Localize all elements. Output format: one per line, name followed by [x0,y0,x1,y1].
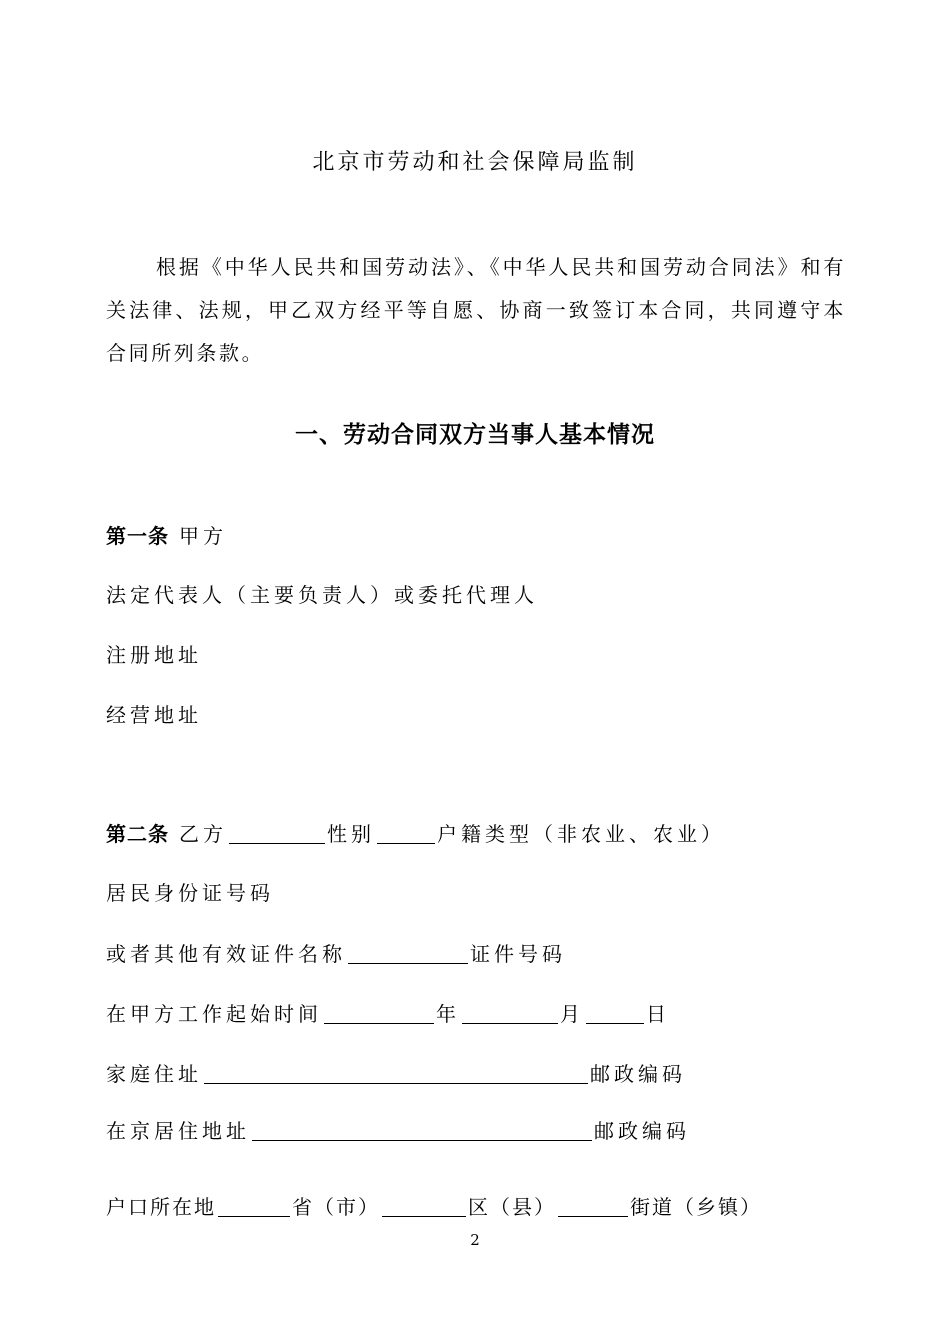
page-number: 2 [470,1231,480,1249]
other-id-name-label: 或者其他有效证件名称 [106,942,346,966]
day-label: 日 [646,1002,670,1026]
gender-blank[interactable] [377,823,435,844]
article2-heading [106,823,725,844]
street-label: 街道（乡镇） [630,1195,762,1219]
beijing-address-label: 在京居住地址 [106,1119,250,1143]
home-address-label: 家庭住址 [106,1062,202,1086]
hukou-location-line [106,1196,762,1217]
year-blank[interactable] [324,1003,434,1024]
article1-heading [106,526,227,546]
month-label: 月 [560,1002,584,1026]
province-blank[interactable] [218,1196,290,1217]
district-blank[interactable] [382,1196,466,1217]
province-label: 省（市） [292,1195,380,1219]
article1-label: 第一条 [106,524,169,548]
hukou-location-label: 户口所在地 [106,1195,216,1219]
article1-business-address: 经营地址 [106,703,202,727]
day-blank[interactable] [586,1003,644,1024]
postal-code-2-label: 邮政编码 [594,1119,690,1143]
beijing-address-blank[interactable] [252,1120,592,1141]
name-blank[interactable] [229,823,325,844]
month-blank[interactable] [462,1003,558,1024]
gender-label: 性别 [327,822,375,846]
intro-paragraph: 根据《中华人民共和国劳动法》、《中华人民共和国劳动合同法》和有关法律、法规，甲乙双方经平等自愿、协商一致签订本合同，共同遵守本合同所列条款。 [106,255,846,365]
id-number-label: 居民身份证号码 [106,881,274,905]
other-id-line [106,943,566,964]
start-time-label: 在甲方工作起始时间 [106,1002,322,1026]
article1-legal-rep: 法定代表人（主要负责人）或委托代理人 [106,583,538,607]
other-id-name-blank[interactable] [348,943,468,964]
year-label: 年 [436,1002,460,1026]
section-title: 一、劳动合同双方当事人基本情况 [295,422,655,448]
district-label: 区（县） [468,1195,556,1219]
postal-code-1-label: 邮政编码 [590,1062,686,1086]
start-time-line [106,1003,670,1024]
beijing-address-line [106,1120,690,1141]
supervised-by-line: 北京市劳动和社会保障局监制 [312,150,638,175]
article1-registered-address: 注册地址 [106,643,202,667]
id-number-short-label: 证件号码 [470,942,566,966]
article2-label: 第二条 [106,822,169,846]
street-blank[interactable] [558,1196,628,1217]
article1-party: 甲方 [179,524,227,548]
hukou-type-label: 户籍类型（非农业、农业） [437,822,725,846]
home-address-blank[interactable] [204,1063,588,1084]
article2-party: 乙方 [179,822,227,846]
home-address-line [106,1063,686,1084]
